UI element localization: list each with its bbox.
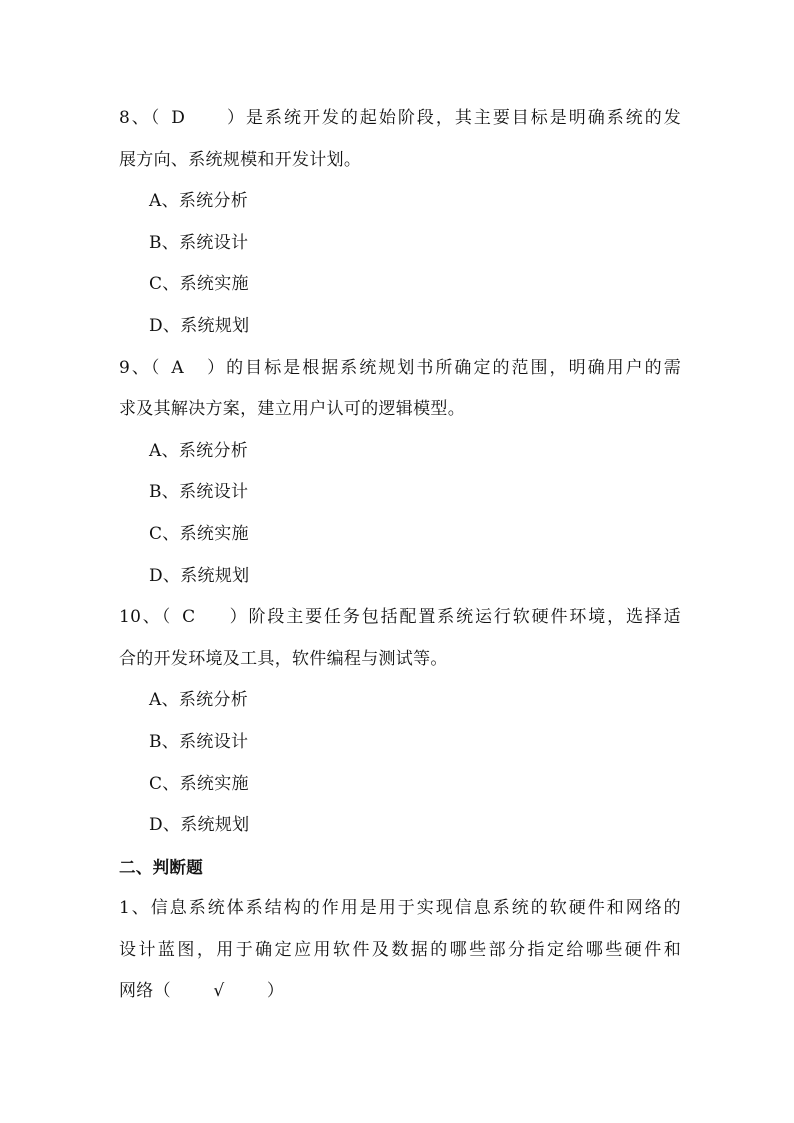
paren-close: ） (225, 108, 246, 128)
question-10-line-1 (119, 597, 681, 639)
paren-open: （ (150, 357, 162, 378)
judge-text: 网络 (119, 981, 154, 1002)
question-text: 的目标是根据系统规划书所确定的范围，明确用户的需 (226, 357, 681, 378)
question-8-option-a: A、系统分析 (149, 191, 249, 212)
question-10-option-c: C、系统实施 (149, 773, 249, 794)
answer-blank: C (182, 607, 196, 628)
question-8-option-b: B、系统设计 (149, 232, 249, 253)
question-8-option-c: C、系统实施 (149, 274, 249, 295)
question-number: 8、 (119, 108, 151, 128)
judge-1-line-3 (119, 971, 681, 1013)
question-8-line-2: 展方向、系统规模和开发计划。 (119, 149, 362, 170)
paren-open: （ (161, 607, 173, 628)
question-number: 9、 (119, 357, 151, 378)
question-10-option-b: B、系统设计 (149, 731, 249, 752)
question-9-line-1 (119, 348, 681, 390)
paren-open: （ (150, 108, 162, 128)
question-10-option-d: D、系统规划 (149, 815, 250, 836)
judge-1-line-1: 1、信息系统体系结构的作用是用于实现信息系统的软硬件和网络的 (119, 898, 681, 919)
section-title-judgement: 二、判断题 (119, 857, 203, 877)
paren-close: ） (228, 607, 249, 628)
question-9-option-a: A、系统分析 (149, 440, 249, 461)
answer-blank: D (171, 108, 186, 128)
question-text: 阶段主要任务包括配置系统运行软硬件环境，选择适 (248, 607, 681, 628)
paren-close: ） (205, 357, 227, 378)
question-text: 是系统开发的起始阶段，其主要目标是明确系统的发 (245, 108, 681, 128)
judge-1-line-2: 设计蓝图，用于确定应用软件及数据的哪些部分指定给哪些硬件和 (119, 939, 681, 960)
question-8-line-1 (119, 98, 681, 140)
question-9-option-d: D、系统规划 (149, 565, 250, 586)
paren-open: （ (153, 981, 171, 1002)
document-content (119, 98, 681, 1013)
question-8-option-d: D、系统规划 (149, 315, 250, 336)
answer-blank: A (171, 357, 184, 378)
paren-close: ） (266, 981, 285, 1002)
question-10-line-2: 合的开发环境及工具，软件编程与测试等。 (119, 648, 448, 669)
question-9-option-b: B、系统设计 (149, 482, 249, 503)
question-10-option-a: A、系统分析 (149, 690, 249, 711)
question-9-line-2: 求及其解决方案，建立用户认可的逻辑模型。 (119, 399, 465, 420)
question-9-option-c: C、系统实施 (149, 523, 249, 544)
question-number: 10、 (119, 607, 162, 628)
answer-checkmark: √ (213, 981, 225, 1002)
